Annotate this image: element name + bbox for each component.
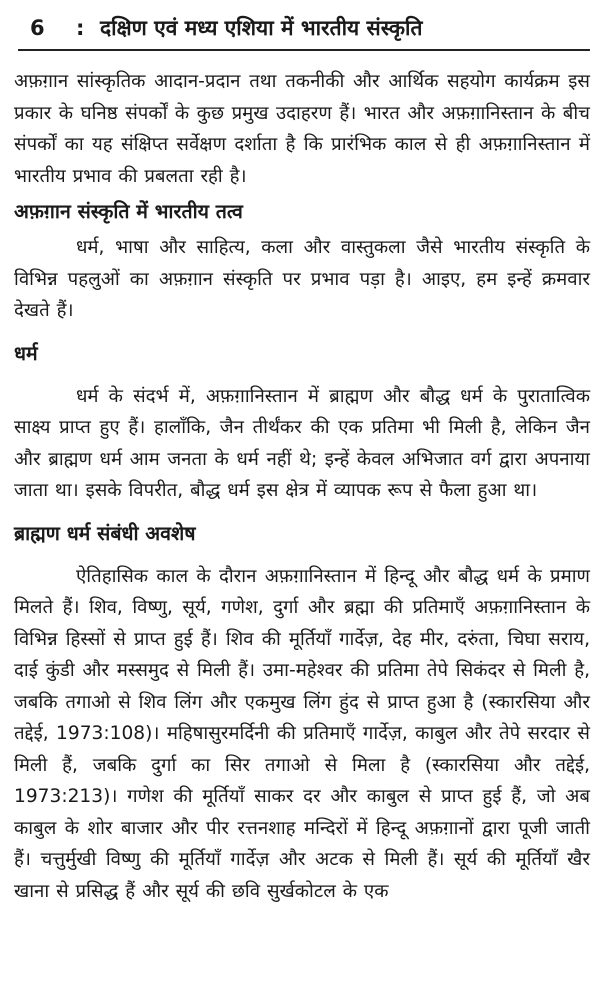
heading-brahmanical-remains: ब्राह्मण धर्म संबंधी अवशेष xyxy=(14,521,196,545)
heading-religion: धर्म xyxy=(14,341,38,365)
chapter-title: दक्षिण एवं मध्य एशिया में भारतीय संस्कृति xyxy=(100,16,423,40)
paragraph-elements: धर्म, भाषा और साहित्य, कला और वास्तुकला जैसे भारतीय संस्कृति के विभिन्न पहलुओं का अफ़ग़ान संस्कृति पर प्रभाव पड़ा है। आइए, हम इन्हें क्रमवार देखते हैं। xyxy=(14,237,590,321)
paragraph-intro: अफ़ग़ान सांस्कृतिक आदान-प्रदान तथा तकनीकी और आर्थिक सहयोग कार्यक्रम इस प्रकार के घनिष्ठ संपर्कों के कुछ प्रमुख उदाहरण हैं। भारत और अफ़ग़ानिस्तान के बीच संपर्कों का यह संक्षिप्त सर्वेक्षण दर्शाता है कि प्रारंभिक काल से ही अफ़ग़ानिस्तान में भारतीय प्रभाव की प्रबलता रही है। xyxy=(14,71,590,187)
paragraph-brahmanical: ऐतिहासिक काल के दौरान अफ़ग़ानिस्तान में हिन्दू और बौद्ध धर्म के प्रमाण मिलते हैं। शिव, विष्णु, सूर्य, गणेश, दुर्गा और ब्रह्मा की प्रतिमाएँ अफ़ग़ानिस्तान के विभिन्न हिस्सों से प्राप्त हुई हैं। शिव की मूर्तियाँ गार्देज़, देह मीर, दरुंता, चिघा सराय, दाई कुंडी और मस्समुद से मिली हैं। उमा-महेश्वर की प्रतिमा तेपे सिकंदर से मिली है, जबकि तगाओ से शिव लिंग और एकमुख लिंग हुंद से प्राप्त हुआ है (स्कारसिया और तद्देई, 1973:108)। महिषासुरमर्दिनी की प्रतिमाएँ गार्देज़, काबुल और तेपे सरदार से मिली हैं, जबकि दुर्गा का सिर तगाओ से मिला है (स्कारसिया और तद्देई, 1973:213)। गणेश की मूर्तियाँ साकर दर और काबुल से प्राप्त हुई हैं, जो अब काबुल के शोर बाजार और पीर रत्तनशाह मन्दिरों में हिन्दू अफ़ग़ानों द्वारा पूजी जाती हैं। चत्तुर्मुखी विष्णु की मूर्तियाँ गार्देज़ और अटक से मिली हैं। सूर्य की मूर्तियाँ खैर खाना से प्रसिद्ध हैं और सूर्य की छवि सुर्खकोटल के एक xyxy=(14,565,590,902)
heading-indian-elements: अफ़ग़ान संस्कृति में भारतीय तत्व xyxy=(14,200,243,223)
chapter-number: 6 xyxy=(30,16,45,40)
header-rule xyxy=(18,49,590,51)
running-header xyxy=(30,8,590,48)
header-colon: : xyxy=(76,16,85,40)
paragraph-religion: धर्म के संदर्भ में, अफ़ग़ानिस्तान में ब्राह्मण और बौद्ध धर्म के पुरातात्विक साक्ष्य प्राप्त हुए हैं। हालाँकि, जैन तीर्थंकर की एक प्रतिमा भी मिली है, लेकिन जैन और ब्राह्मण धर्म आम जनता के धर्म नहीं थे; इन्हें केवल अभिजात वर्ग द्वारा अपनाया जाता था। इसके विपरीत, बौद्ध धर्म इस क्षेत्र में व्यापक रूप से फैला हुआ था। xyxy=(14,385,590,501)
body-text xyxy=(14,66,590,907)
